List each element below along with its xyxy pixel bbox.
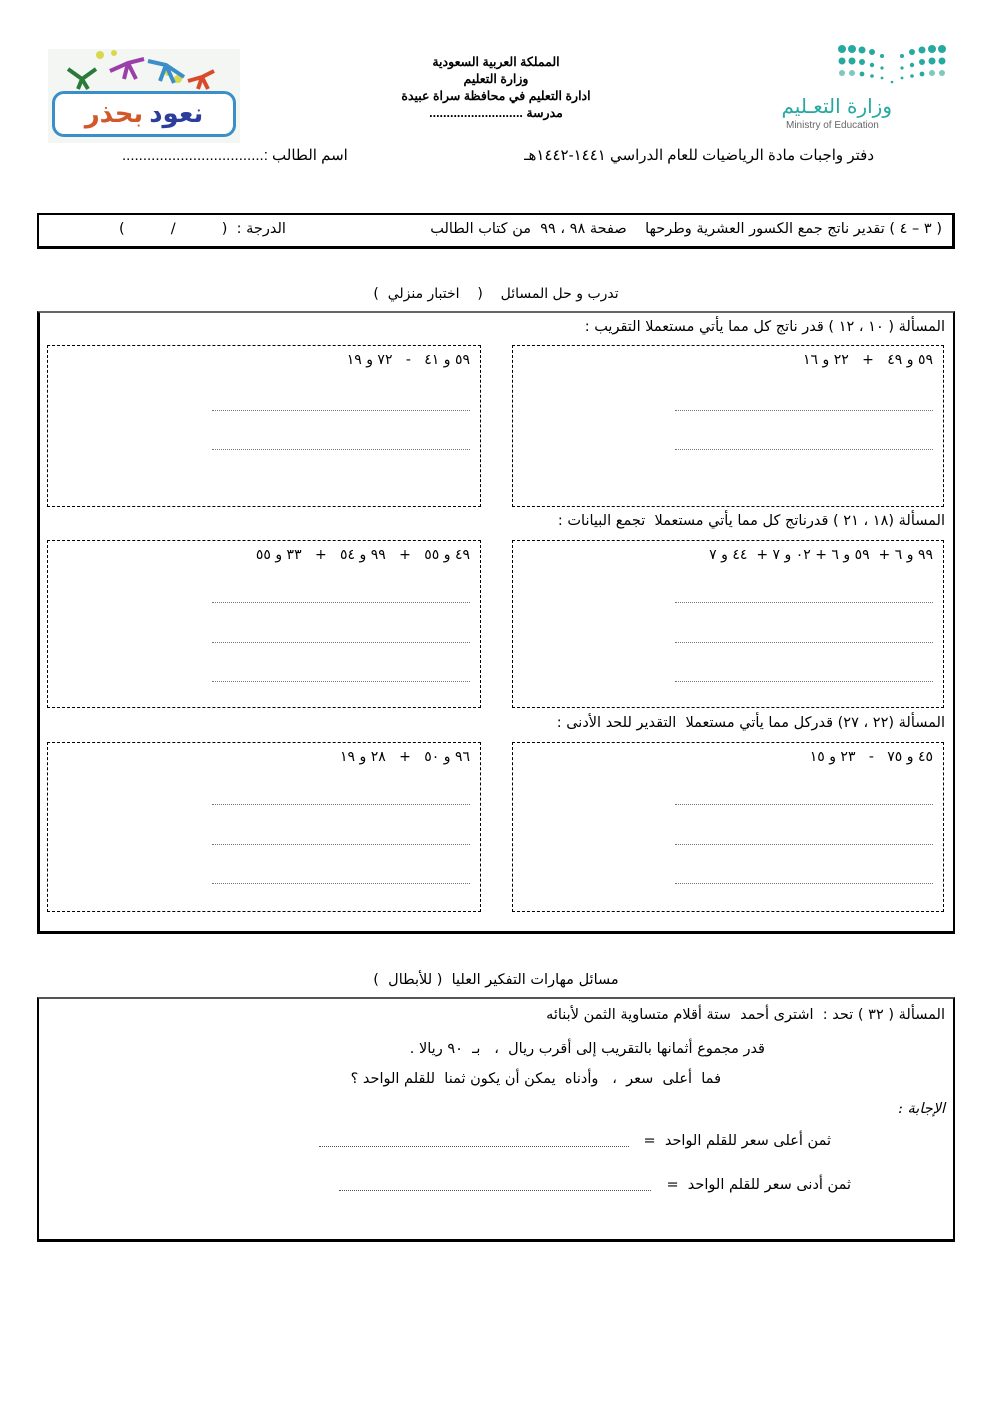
exercise-box[interactable] <box>47 345 481 507</box>
ministry-of-education-logo <box>780 44 948 136</box>
notebook-title: دفتر واجبات مادة الرياضيات للعام الدراسي ١٤٤١-١٤٤٢هـ <box>524 147 874 164</box>
answer-line[interactable] <box>212 681 470 682</box>
campaign-logo-text <box>52 91 236 137</box>
answer-line[interactable] <box>675 844 933 845</box>
header-line-school: مدرسة ........................... <box>429 106 563 120</box>
hots-section-title: مسائل مهارات التفكير العليا ( للأبطال ) <box>373 972 619 988</box>
practice-section <box>37 311 955 934</box>
problem-heading: المسألة (٢٢ ، ٢٧) قدركل مما يأتي مستعملا التقدير للحد الأدنى : <box>556 715 945 731</box>
answer-line[interactable] <box>675 804 933 805</box>
exercise-box[interactable] <box>512 742 944 912</box>
exercise-expression: ٤٥ و ٧٥ - ٢٣ و ١٥ <box>809 749 933 765</box>
people-figures-icon <box>48 49 240 91</box>
lowest-price-answer-line[interactable] <box>339 1190 651 1191</box>
answer-line[interactable] <box>212 449 470 450</box>
exercise-expression: ٥٩ و ٤١ - ٧٢ و ١٩ <box>346 352 470 368</box>
exercise-expression: ٩٦ و ٥٠ + ٢٨ و ١٩ <box>340 749 470 765</box>
answer-line[interactable] <box>212 883 470 884</box>
campaign-logo <box>48 49 240 143</box>
exercise-box[interactable] <box>47 540 481 708</box>
grade-field[interactable]: الدرجة : ( / ) <box>119 221 286 237</box>
exercise-box[interactable] <box>512 540 944 708</box>
exercise-box[interactable] <box>512 345 944 507</box>
answer-label: الإجابة : <box>898 1101 945 1117</box>
logo-word-2: بحذر <box>84 99 144 129</box>
answer-line[interactable] <box>212 804 470 805</box>
answer-line[interactable] <box>212 602 470 603</box>
problem-heading: المسألة (١٨ ، ٢١ ) قدرناتج كل مما يأتي مستعملا تجمع البيانات : <box>557 513 945 529</box>
answer-line[interactable] <box>675 602 933 603</box>
hots-problem-line-2: قدر مجموع أثمانها بالتقريب إلى أقرب ريال ، بـ ٩٠ ريالا . <box>409 1041 765 1057</box>
lowest-price-label: ثمن أدنى سعر للقلم الواحد = <box>666 1177 851 1193</box>
answer-line[interactable] <box>675 449 933 450</box>
problem-heading: المسألة ( ١٠ ، ١٢ ) قدر ناتج كل مما يأتي مستعملا التقريب : <box>584 319 945 335</box>
lesson-bar <box>37 213 955 249</box>
hots-section <box>37 997 955 1242</box>
exercise-expression: ٩٩ و ٦ + ٥٩ و ٦ + ٠٢ و ٧ + ٤٤ و ٧ <box>709 547 933 563</box>
logo-word-1: نعود <box>149 99 204 129</box>
moe-english-name: Ministry of Education <box>786 120 879 131</box>
answer-line[interactable] <box>212 844 470 845</box>
answer-line[interactable] <box>212 410 470 411</box>
exercise-expression: ٤٩ و ٥٥ + ٩٩ و ٥٤ + ٣٣ و ٥٥ <box>255 547 470 563</box>
answer-line[interactable] <box>212 642 470 643</box>
lesson-title: ( ٣ – ٤ ) تقدير ناتج جمع الكسور العشرية وطرحها صفحة ٩٨ ، ٩٩ من كتاب الطالب <box>430 221 942 237</box>
header-line-directorate: ادارة التعليم في محافظة سراة عبيدة <box>401 89 591 103</box>
highest-price-label: ثمن أعلى سعر للقلم الواحد = <box>643 1133 831 1149</box>
moe-arabic-name: وزارة التعـليم <box>781 94 892 118</box>
ministry-header <box>380 54 612 122</box>
answer-line[interactable] <box>675 883 933 884</box>
answer-line[interactable] <box>675 681 933 682</box>
highest-price-answer-line[interactable] <box>319 1146 629 1147</box>
exercise-expression: ٥٩ و ٤٩ + ٢٢ و ١٦ <box>803 352 933 368</box>
hots-problem-line-1: المسألة ( ٣٢ ) تحد : اشترى أحمد ستة أقلام متساوية الثمن لأبنائه <box>546 1007 945 1023</box>
answer-line[interactable] <box>675 642 933 643</box>
header-line-ministry: وزارة التعليم <box>463 72 529 86</box>
exercise-box[interactable] <box>47 742 481 912</box>
practice-section-title: تدرب و حل المسائل ( اختبار منزلي ) <box>373 286 619 302</box>
moe-dots-icon <box>836 44 948 84</box>
hots-problem-line-3: فما أعلى سعر ، وأدناه يمكن أن يكون ثمنا للقلم الواحد ؟ <box>350 1071 721 1087</box>
header-line-kingdom: المملكة العربية السعودية <box>432 55 560 69</box>
answer-line[interactable] <box>675 410 933 411</box>
student-name-field[interactable]: اسم الطالب :.................................. <box>122 147 348 164</box>
